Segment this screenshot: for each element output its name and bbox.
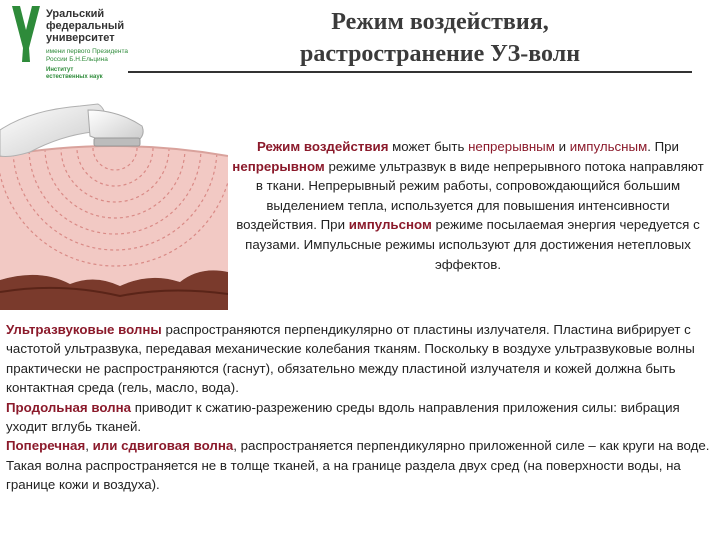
longitudinal-wave-term: Продольная волна xyxy=(6,399,132,415)
logo-name-line3: университет xyxy=(46,32,115,44)
logo-subtitle-line2: России Б.Н.Ельцина xyxy=(46,55,108,63)
title-underline xyxy=(128,71,692,73)
mode-text-5: режиме посылаемая энергия чередуется с паузами. Импульсные режимы используют для достижения нетепловых эффектов. xyxy=(245,217,700,272)
shear-wave-term: или сдвиговая волна xyxy=(92,438,234,454)
paragraph-ultrasound-waves xyxy=(6,320,712,398)
university-logo xyxy=(6,4,136,80)
wave-propagation-text xyxy=(6,320,712,495)
mode-text-3: . При xyxy=(647,139,679,154)
logo-institute-line1: Институт xyxy=(46,67,74,73)
mode-text-1: может быть xyxy=(388,139,469,154)
logo-name-line1: Уральский xyxy=(46,8,105,20)
logo-institute-line2: естественных наук xyxy=(46,74,103,80)
continuous-term-bold: непрерывном xyxy=(232,158,325,174)
page-title xyxy=(200,6,680,70)
paragraph-transverse-wave xyxy=(6,436,712,494)
continuous-term: непрерывным xyxy=(468,139,555,154)
pulsed-term-bold: импульсном xyxy=(348,217,432,233)
pulsed-term: импульсным xyxy=(569,139,648,154)
urfu-logo-icon xyxy=(6,4,46,64)
paragraph-longitudinal-wave xyxy=(6,398,712,437)
page-title-line1: Режим воздействия, xyxy=(331,9,549,35)
mode-term: Режим воздействия xyxy=(256,139,389,154)
mode-text-4: режиме ультразвук в виде непрерывного потока направляют в ткани. Непрерывный режим работы, сопровождающийся большим выделением тепла, используется для повышения интенсивности воздействия. При xyxy=(236,158,704,233)
logo-name-line2: федеральный xyxy=(46,20,125,32)
paragraph-3-text: , распространяется перпендикулярно приложенной силе – как круги на воде. Такая волна распространяется не в толще тканей, а на границе раздела двух сред (на поверхности воды, на границе кожи и воздуха). xyxy=(6,438,710,493)
mode-description xyxy=(228,137,708,274)
mode-text-2: и xyxy=(554,139,570,154)
ultrasound-waves-illustration xyxy=(0,96,228,310)
logo-subtitle-line1: имени первого Президента xyxy=(46,48,129,55)
paragraph-3-separator: , xyxy=(85,438,93,454)
page-title-line2: растространение УЗ-волн xyxy=(299,41,581,67)
transverse-wave-term: Поперечная xyxy=(6,438,86,454)
ultrasound-waves-term: Ультразвуковые волны xyxy=(6,322,162,337)
paragraph-2-text: приводит к сжатию-разрежению среды вдоль направления приложения силы: вибрация уходит вглубь тканей. xyxy=(6,399,680,435)
paragraph-1-text: распространяются перпендикулярно от пластины излучателя. Пластина вибрирует с частотой ультразвука, передавая механические колебания тканям. Поскольку в воздухе ультразвуковые волны практически не распространяются (гаснут), обязательно между пластиной излучателя и кожей должна быть контактная среда (гель, масло, вода). xyxy=(6,322,695,396)
